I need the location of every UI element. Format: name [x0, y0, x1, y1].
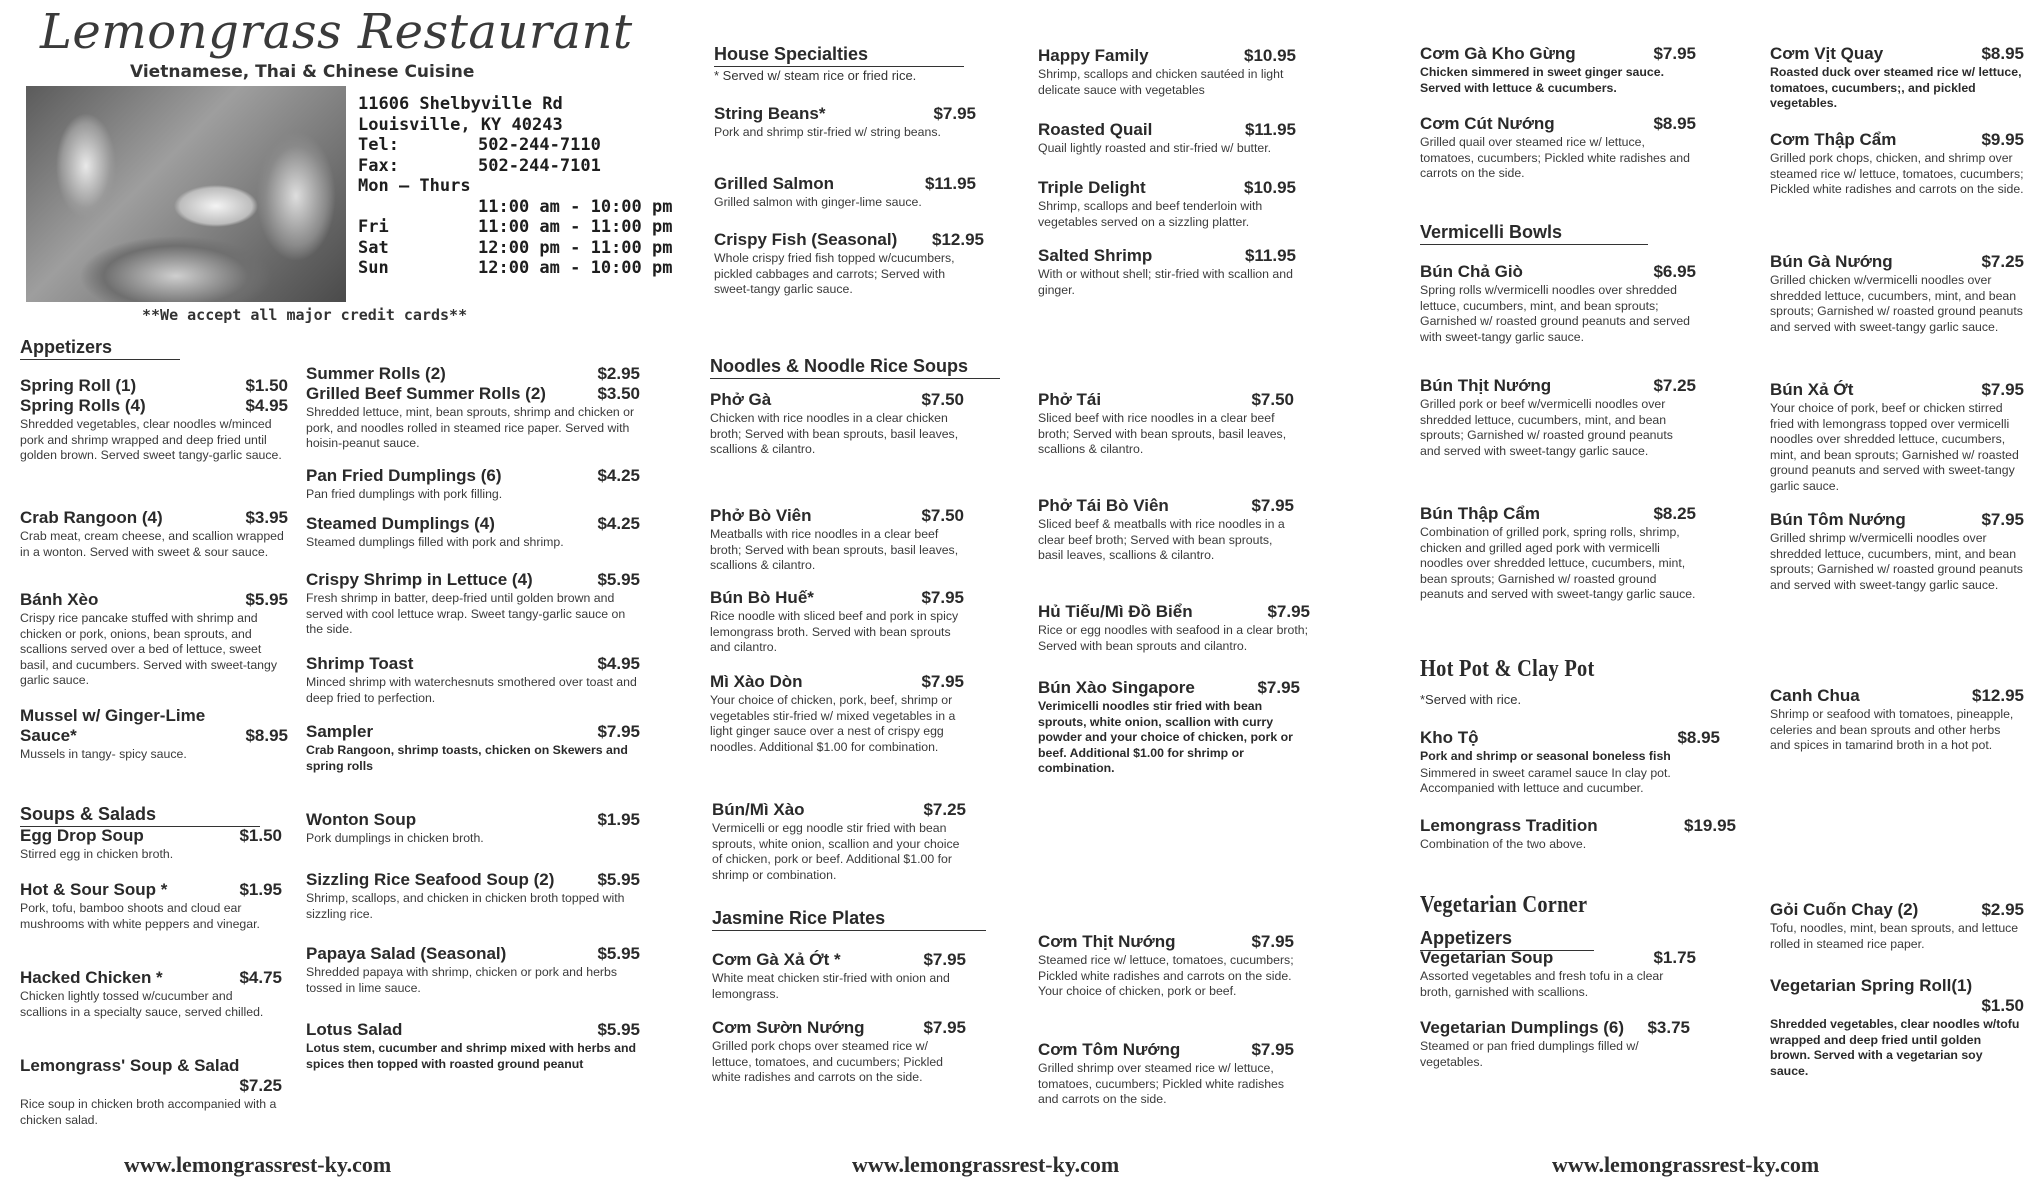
item-price: $7.95	[921, 588, 964, 607]
menu-item	[1770, 380, 2024, 494]
item-name: Bún Tôm Nướng	[1770, 510, 1906, 529]
item-price: $1.95	[597, 810, 640, 829]
section-vermicelli: Vermicelli Bowls	[1420, 222, 1648, 245]
item-description: Crab meat, cream cheese, and scallion wrapped in a wonton. Served with sweet & sour sauce.	[20, 529, 284, 559]
item-price: $1.50	[245, 376, 288, 395]
item-name: Spring Rolls (4)	[20, 396, 146, 415]
item-name: Wonton Soup	[306, 810, 417, 829]
menu-item	[20, 826, 282, 863]
item-description: Grilled pork chops, chicken, and shrimp over steamed rice w/ lettuce, tomatoes, cucumbers; Pickled white radishes and carrots on the side.	[1770, 151, 2024, 196]
hours-day	[358, 197, 478, 218]
item-price: $7.95	[923, 1018, 966, 1037]
menu-item	[306, 466, 640, 503]
item-description: Crab Rangoon, shrimp toasts, chicken on Skewers and spring rolls	[306, 743, 628, 773]
item-name: Lemongrass Tradition	[1420, 816, 1598, 835]
address-line: Louisville, KY 40243	[358, 114, 563, 135]
item-description: Your choice of chicken, pork, beef, shrimp or vegetables stir-fried w/ mixed vegetables in a light ginger sauce over a nest of crispy egg noodles. Additional $1.00 for combination.	[710, 693, 956, 754]
menu-item	[306, 514, 640, 551]
menu-item	[1038, 120, 1296, 157]
item-description: Chicken lightly tossed w/cucumber and scallions in a specialty sauce, served chilled.	[20, 989, 264, 1019]
menu-item	[714, 104, 976, 141]
item-name: Steamed Dumplings (4)	[306, 514, 495, 533]
item-price: $2.95	[1981, 900, 2024, 919]
item-name: Sizzling Rice Seafood Soup (2)	[306, 870, 555, 889]
hours-day: Fri	[358, 217, 389, 237]
cuisine-subtitle: Vietnamese, Thai & Chinese Cuisine	[130, 62, 475, 82]
item-price: $7.95	[921, 672, 964, 691]
item-price: $7.25	[1981, 252, 2024, 271]
item-name: Cơm Thịt Nướng	[1038, 932, 1176, 951]
item-description: Meatballs with rice noodles in a clear beef broth; Served with bean sprouts, basil leaves, scallions & cilantro.	[710, 527, 959, 572]
item-description: Spring rolls w/vermicelli noodles over shredded lettuce, cucumbers, mint, and bean sprouts; Garnished w/ roasted ground peanuts and served with sweet-tangy garlic sauce.	[1420, 283, 1691, 344]
item-description: Roasted duck over steamed rice w/ lettuce, tomatoes, cucumbers;, and pickled vegetables.	[1770, 65, 2022, 110]
item-name: Hot & Sour Soup *	[20, 880, 168, 899]
item-price: $1.50	[1981, 996, 2024, 1015]
item-name: Bún Bò Huế*	[710, 588, 814, 607]
item-description: Rice noodle with sliced beef and pork in spicy lemongrass broth. Served with bean sprouts and cilantro.	[710, 609, 959, 654]
item-description: Chicken simmered in sweet ginger sauce. Served with lettuce & cucumbers.	[1420, 65, 1664, 95]
item-description: Grilled pork chops over steamed rice w/ lettuce, tomatoes, and cucumbers; Pickled white radishes and carrots on the side.	[712, 1039, 944, 1084]
food-photo	[26, 86, 346, 302]
item-price: $3.75	[1647, 1018, 1690, 1037]
menu-item	[306, 810, 640, 847]
menu-item	[1420, 376, 1696, 459]
item-name: Roasted Quail	[1038, 120, 1153, 139]
menu-item	[712, 800, 966, 883]
item-name: Happy Family	[1038, 46, 1149, 65]
menu-item	[1038, 178, 1296, 230]
item-description: Rice soup in chicken broth accompanied with a chicken salad.	[20, 1097, 277, 1127]
hours-day: Sat	[358, 237, 389, 258]
item-description: Grilled chicken w/vermicelli noodles over shredded lettuce, cucumbers, mint, and bean sprouts; Garnished w/ roasted ground peanuts and served with sweet-tangy garlic sauce.	[1770, 273, 2023, 334]
item-name: Summer Rolls (2)	[306, 364, 446, 383]
item-name: Papaya Salad (Seasonal)	[306, 944, 507, 963]
item-name: Pan Fried Dumplings (6)	[306, 466, 502, 485]
menu-item	[712, 1018, 966, 1086]
item-name: Cơm Gà Xả Ớt *	[712, 950, 841, 969]
item-price: $8.95	[245, 726, 288, 745]
menu-item	[306, 944, 640, 996]
item-price: $4.95	[245, 396, 288, 415]
item-description: Sliced beef & meatballs with rice noodles in a clear beef broth; Served with bean sprouts, basil leaves, scallions & cilantro.	[1038, 517, 1285, 562]
menu-item	[712, 950, 966, 1002]
item-description: Lotus stem, cucumber and shrimp mixed with herbs and spices then topped with roasted ground peanut	[306, 1041, 637, 1071]
item-description: Pork, tofu, bamboo shoots and cloud ear mushrooms with white peppers and vinegar.	[20, 901, 260, 931]
menu-item	[1420, 114, 1696, 182]
item-price: $7.95	[1653, 44, 1696, 63]
item-description: Shrimp or seafood with tomatoes, pineapple, celeries and bean sprouts and other herbs and spices in tamarind broth in a hot pot.	[1770, 707, 2014, 752]
hours-time: 11:00 am - 11:00 pm	[478, 217, 673, 237]
item-price: $3.95	[245, 508, 288, 527]
item-name: Vegetarian Spring Roll(1)	[1770, 976, 1973, 995]
hotpot-note: *Served with rice.	[1420, 692, 1522, 707]
menu-item	[306, 870, 640, 922]
item-price: $8.95	[1653, 114, 1696, 133]
item-name: Bánh Xèo	[20, 590, 99, 609]
menu-item	[1420, 262, 1696, 345]
item-description: Shredded papaya with shrimp, chicken or pork and herbs tossed in lime sauce.	[306, 965, 618, 995]
item-name: Crab Rangoon (4)	[20, 508, 163, 527]
hours-time: 12:00 pm - 11:00 pm	[478, 237, 673, 258]
item-price: $4.95	[597, 654, 640, 673]
credit-card-note: **We accept all major credit cards**	[142, 306, 468, 324]
item-name: Bún/Mì Xào	[712, 800, 805, 819]
item-price: $5.95	[597, 944, 640, 963]
menu-item	[710, 390, 964, 458]
restaurant-title: Lemongrass Restaurant	[40, 4, 633, 60]
menu-item	[1420, 728, 1720, 797]
item-price: $6.95	[1653, 262, 1696, 281]
menu-item	[306, 1020, 640, 1072]
section-appetizers: Appetizers	[20, 337, 180, 360]
item-price: $10.95	[1244, 178, 1296, 197]
hours-time: 12:00 am - 10:00 pm	[478, 258, 673, 278]
item-price: $7.95	[1257, 678, 1300, 697]
item-name: Cơm Thập Cẩm	[1770, 130, 1897, 149]
item-description: Crispy rice pancake stuffed with shrimp and chicken or pork, onions, bean sprouts, and scallions served over a bed of lettuce, sweet basil, and cucumbers. Served with sweet-tangy garlic sauce.	[20, 611, 277, 687]
item-price: $7.50	[921, 506, 964, 525]
item-price: $11.95	[1244, 246, 1296, 265]
item-description: Pork dumplings in chicken broth.	[306, 831, 484, 845]
menu-item	[1420, 44, 1696, 96]
item-description: Mussels in tangy- spicy sauce.	[20, 747, 187, 761]
item-name: Mì Xào Dòn	[710, 672, 803, 691]
item-price: $7.50	[1251, 390, 1294, 409]
menu-item	[1038, 46, 1296, 98]
item-description: Combination of the two above.	[1420, 837, 1587, 851]
item-price: $7.95	[1267, 602, 1310, 621]
item-description: Combination of grilled pork, spring rolls, shrimp, chicken and grilled aged pork with vermicelli noodles over shredded lettuce, cucumbers, mint, bean sprouts; Garnished w/ roasted ground peanuts and served with sweet-tangy garlic sauce.	[1420, 525, 1696, 601]
item-description: Grilled pork or beef w/vermicelli noodles over shredded lettuce, cucumbers, mint, and bean sprouts; Garnished w/ roasted ground peanuts and served with sweet-tangy garlic sauce.	[1420, 397, 1673, 458]
item-description: Pork and shrimp stir-fried w/ string beans.	[714, 125, 941, 139]
menu-item	[1038, 678, 1300, 777]
menu-item	[1420, 504, 1696, 603]
item-name: Egg Drop Soup	[20, 826, 144, 845]
menu-item	[1770, 130, 2024, 198]
item-description: Tofu, noodles, mint, bean sprouts, and lettuce rolled in steamed rice paper.	[1770, 921, 2019, 951]
item-name: Grilled Beef Summer Rolls (2)	[306, 384, 546, 403]
item-price: $7.95	[1981, 380, 2024, 399]
menu-item	[306, 364, 640, 452]
menu-item	[20, 880, 282, 932]
item-price: $10.95	[1244, 46, 1296, 65]
item-name: Bún Gà Nướng	[1770, 252, 1893, 271]
item-price: $7.25	[1653, 376, 1696, 395]
item-description: Simmered in sweet caramel sauce In clay pot. Accompanied with lettuce and cucumber.	[1420, 765, 1671, 795]
item-description: Steamed or pan fried dumplings filled w/ vegetables.	[1420, 1039, 1639, 1069]
item-name: Sampler	[306, 722, 374, 741]
item-name: Shrimp Toast	[306, 654, 414, 673]
item-name: String Beans*	[714, 104, 826, 123]
section-hotpot: Hot Pot & Clay Pot	[1420, 656, 1595, 682]
fax-number: 502-244-7101	[478, 155, 601, 176]
phone-number: 502-244-7110	[478, 135, 601, 155]
contact-key: Tel:	[358, 135, 399, 155]
item-price: $4.75	[239, 968, 282, 987]
item-name: Bún Thịt Nướng	[1420, 376, 1552, 395]
item-description: Stirred egg in chicken broth.	[20, 847, 174, 861]
menu-item	[1038, 390, 1294, 458]
item-price: $7.95	[597, 722, 640, 741]
item-description: Shredded vegetables, clear noodles w/minced pork and shrimp wrapped and deep fried until golden brown. Served sweet tangy-garlic sauce.	[20, 417, 282, 462]
item-name: Gỏi Cuốn Chay (2)	[1770, 900, 1919, 919]
menu-item	[1770, 900, 2024, 952]
item-price: $19.95	[1684, 816, 1736, 835]
item-description: Shrimp, scallops and chicken sautéed in light delicate sauce with vegetables	[1038, 67, 1284, 97]
item-name: Cơm Sườn Nướng	[712, 1018, 865, 1037]
item-price: $8.25	[1653, 504, 1696, 523]
contact-key: Fax:	[358, 155, 399, 176]
item-price: $7.95	[1251, 1040, 1294, 1059]
item-price: $5.95	[597, 1020, 640, 1039]
item-name: Cơm Tôm Nướng	[1038, 1040, 1181, 1059]
item-description: Grilled salmon with ginger-lime sauce.	[714, 195, 922, 209]
item-price: $8.95	[1677, 728, 1720, 747]
item-name: Cơm Gà Kho Gừng	[1420, 44, 1576, 63]
item-price: $7.95	[923, 950, 966, 969]
section-jasmine-rice: Jasmine Rice Plates	[712, 908, 986, 931]
item-description: Grilled quail over steamed rice w/ lettuce, tomatoes, cucumbers; Pickled white radishes and carrots on the side.	[1420, 135, 1690, 180]
hours-day: Sun	[358, 258, 389, 278]
menu-item	[714, 230, 984, 298]
item-price: $5.95	[245, 590, 288, 609]
item-description: Steamed dumplings filled with pork and shrimp.	[306, 535, 564, 549]
menu-item	[20, 706, 288, 763]
menu-item	[710, 506, 964, 574]
item-name: Bún Chả Giò	[1420, 262, 1523, 281]
menu-item	[1420, 948, 1696, 1000]
item-description: Your choice of pork, beef or chicken stirred fried with lemongrass topped over vermicelli noodles over shredded lettuce, cucumbers, mint, and bean sprouts; Garnished w/ roasted ground peanuts and served with sweet-tangy garlic sauce.	[1770, 401, 2019, 493]
item-description: Shredded lettuce, mint, bean sprouts, shrimp and chicken or pork, and noodles rolled in steamed rice paper. Served with hoisin-peanut sauce.	[306, 405, 635, 450]
item-description: Fresh shrimp in batter, deep-fried until golden brown and served with cool lettuce wrap. Sweet tangy-garlic sauce on the side.	[306, 591, 626, 636]
item-price: $5.95	[597, 870, 640, 889]
item-price: $4.25	[597, 466, 640, 485]
item-name: Vegetarian Dumplings (6)	[1420, 1018, 1625, 1037]
item-description: Shrimp, scallops and beef tenderloin with vegetables served on a sizzling platter.	[1038, 199, 1263, 229]
item-name: Kho Tộ	[1420, 728, 1479, 747]
item-description: Sliced beef with rice noodles in a clear beef broth; Served with bean sprouts, basil leaves, scallions & cilantro.	[1038, 411, 1287, 456]
item-name: Lotus Salad	[306, 1020, 403, 1039]
item-description: With or without shell; stir-fried with scallion and ginger.	[1038, 267, 1293, 297]
item-name: Bún Xào Singapore	[1038, 678, 1195, 697]
item-price: $8.95	[1981, 44, 2024, 63]
item-price: $9.95	[1981, 130, 2024, 149]
section-house-specialties: House Specialties	[714, 44, 964, 67]
item-name: Triple Delight	[1038, 178, 1146, 197]
menu-item	[20, 1056, 282, 1128]
item-description: Verimicelli noodles stir fried with bean sprouts, white onion, scallion with curry powder and your choice of chicken, pork or beef. Additional $1.00 for shrimp or combination.	[1038, 699, 1293, 775]
item-price: $3.50	[597, 384, 640, 403]
menu-item	[1770, 44, 2024, 112]
item-description: Whole crispy fried fish topped w/cucumbers, pickled cabbages and carrots; Served with sweet-tangy garlic sauce.	[714, 251, 955, 296]
menu-item	[1038, 602, 1310, 654]
item-name: Crispy Shrimp in Lettuce (4)	[306, 570, 533, 589]
item-price: $7.95	[1251, 932, 1294, 951]
menu-item	[710, 588, 964, 656]
item-name: Vegetarian Soup	[1420, 948, 1554, 967]
house-note: * Served w/ steam rice or fried rice.	[714, 68, 917, 83]
menu-item	[1038, 246, 1296, 298]
item-description: Vermicelli or egg noodle stir fried with bean sprouts, white onion, scallion and your choice of chicken, pork or beef. Additional $1.00 for shrimp or combination.	[712, 821, 960, 882]
item-description: Assorted vegetables and fresh tofu in a clear broth, garnished with scallions.	[1420, 969, 1664, 999]
menu-item	[1420, 816, 1736, 853]
item-name: Cơm Cút Nướng	[1420, 114, 1555, 133]
menu-item	[20, 590, 288, 689]
item-price: $7.25	[923, 800, 966, 819]
item-name: Phở Gà	[710, 390, 772, 409]
item-description: Steamed rice w/ lettuce, tomatoes, cucumbers; Pickled white radishes and carrots on the side. Your choice of chicken, pork or beef.	[1038, 953, 1294, 998]
item-description: Chicken with rice noodles in a clear chicken broth; Served with bean sprouts, basil leaves, scallions & cilantro.	[710, 411, 959, 456]
hours-time: 11:00 am - 10:00 pm	[478, 196, 673, 217]
menu-item	[306, 654, 640, 706]
section-veg-appetizers: Appetizers	[1420, 928, 1594, 951]
menu-item	[1770, 510, 2024, 593]
address-hours-block	[358, 94, 672, 279]
item-name: Spring Roll (1)	[20, 376, 137, 395]
menu-item	[306, 570, 640, 638]
item-name: Lemongrass' Soup & Salad	[20, 1056, 240, 1075]
address-line: 11606 Shelbyville Rd	[358, 94, 563, 114]
menu-item	[20, 376, 288, 464]
item-description: Grilled shrimp over steamed rice w/ lettuce, tomatoes, cucumbers; Pickled white radishes and carrots on the side.	[1038, 1061, 1285, 1106]
item-price: $11.95	[1244, 120, 1296, 139]
item-description: Pork and shrimp or seasonal boneless fish	[1420, 749, 1671, 763]
item-description: Quail lightly roasted and stir-fried w/ butter.	[1038, 141, 1272, 155]
website-url[interactable]: www.lemongrassrest-ky.com	[1552, 1152, 1820, 1177]
item-price: $7.50	[921, 390, 964, 409]
item-price: $5.95	[597, 570, 640, 589]
item-description: Minced shrimp with waterchesnuts smothered over toast and deep fried to perfection.	[306, 675, 637, 705]
menu-item	[1038, 932, 1294, 1000]
item-price: $1.75	[1653, 948, 1696, 967]
item-name: Bún Thập Cẩm	[1420, 504, 1540, 523]
item-name: Canh Chua	[1770, 686, 1860, 705]
menu-item	[20, 968, 282, 1020]
item-description: Rice or egg noodles with seafood in a clear broth; Served with bean sprouts and cilantro.	[1038, 623, 1309, 653]
menu-item	[1038, 1040, 1294, 1108]
item-name: Grilled Salmon	[714, 174, 834, 193]
website-url[interactable]: www.lemongrassrest-ky.com	[852, 1152, 1120, 1177]
item-name: Phở Bò Viên	[710, 506, 812, 525]
item-price: $7.95	[1251, 496, 1294, 515]
item-description: Shredded vegetables, clear noodles w/tofu wrapped and deep fried until golden brown. Served with a vegetarian soy sauce.	[1770, 1017, 2020, 1078]
menu-item	[710, 672, 964, 755]
item-name: Bún Xả Ớt	[1770, 380, 1854, 399]
menu-item	[1770, 252, 2024, 335]
item-price: $7.25	[239, 1076, 282, 1095]
section-noodles: Noodles & Noodle Rice Soups	[710, 356, 1000, 379]
item-name: Salted Shrimp	[1038, 246, 1153, 265]
item-price: $7.95	[933, 104, 976, 123]
item-name: Hacked Chicken *	[20, 968, 163, 987]
item-name: Phở Tái	[1038, 390, 1102, 409]
item-name: Phở Tái Bò Viên	[1038, 496, 1169, 515]
item-description: White meat chicken stir-fried with onion and lemongrass.	[712, 971, 950, 1001]
item-name: Cơm Vịt Quay	[1770, 44, 1884, 63]
item-description: Shrimp, scallops, and chicken in chicken broth topped with sizzling rice.	[306, 891, 625, 921]
menu-item	[1770, 976, 2024, 1079]
hours-day: Mon – Thurs	[358, 176, 471, 196]
item-name: Sauce*	[20, 726, 77, 745]
item-price: $7.95	[1981, 510, 2024, 529]
item-price: $4.25	[597, 514, 640, 533]
item-name: Crispy Fish (Seasonal)	[714, 230, 898, 249]
item-description: Grilled shrimp w/vermicelli noodles over shredded lettuce, cucumbers, mint, and bean sprouts; Garnished w/ roasted ground peanuts and served with sweet-tangy garlic sauce.	[1770, 531, 2023, 592]
menu-item	[1038, 496, 1294, 564]
menu-item	[20, 508, 288, 560]
item-price: $2.95	[597, 364, 640, 383]
section-vegetarian-corner: Vegetarian Corner	[1420, 892, 1588, 918]
website-url[interactable]: www.lemongrassrest-ky.com	[124, 1152, 392, 1177]
item-description: Pan fried dumplings with pork filling.	[306, 487, 503, 501]
item-price: $12.95	[1972, 686, 2024, 705]
item-price: $11.95	[924, 174, 976, 193]
item-name: Mussel w/ Ginger-Lime	[20, 706, 206, 725]
section-soups-salads: Soups & Salads	[20, 804, 260, 827]
item-price: $12.95	[932, 230, 984, 249]
menu-item	[714, 174, 976, 211]
menu-item	[306, 722, 640, 774]
menu-item	[1770, 686, 2024, 754]
item-name: Hủ Tiếu/Mì Đồ Biển	[1038, 602, 1193, 621]
item-price: $1.95	[239, 880, 282, 899]
menu-item	[1420, 1018, 1690, 1070]
item-price: $1.50	[239, 826, 282, 845]
